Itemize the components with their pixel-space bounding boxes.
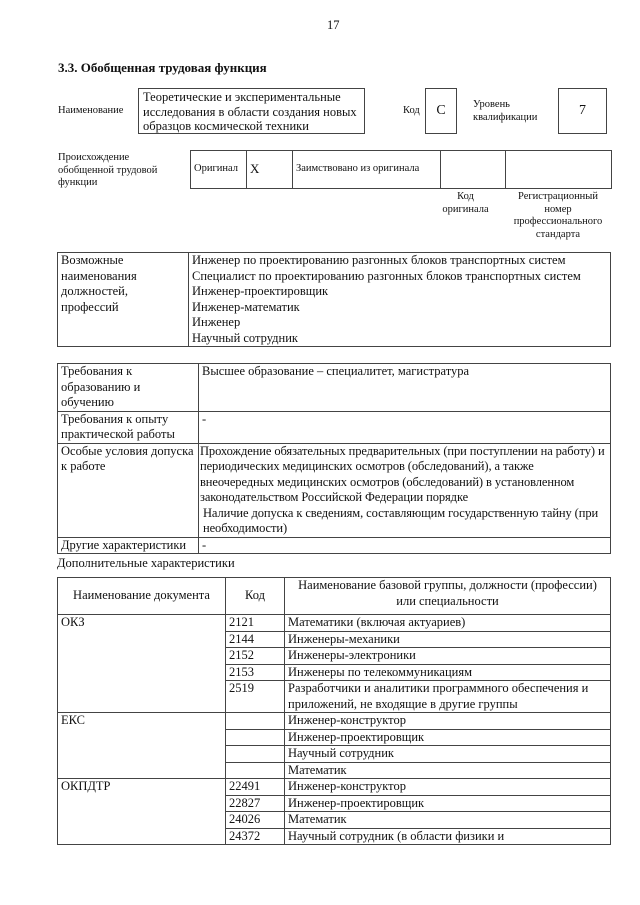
doc-name: ОКПДТР xyxy=(58,779,226,845)
code-cell: 2152 xyxy=(226,648,285,665)
position-item: Инженер xyxy=(192,315,241,329)
code-cell: 22827 xyxy=(226,795,285,812)
code-caption-line: оригинала xyxy=(442,203,489,215)
group-name-cell: Инженеры-механики xyxy=(285,631,611,648)
origin-label-line: функции xyxy=(58,177,98,188)
positions-label xyxy=(58,253,189,347)
position-item: Инженер по проектированию разгонных блоков транспортных систем xyxy=(192,253,566,267)
reg-caption-line: стандарта xyxy=(535,228,581,240)
reg-caption-line: номер xyxy=(544,203,572,215)
code-cell: 22491 xyxy=(226,779,285,796)
code-cell: 24372 xyxy=(226,828,285,845)
reg-number-cell xyxy=(506,151,612,189)
reg-caption-line: профессионального xyxy=(513,216,603,227)
positions-label-line: Возможные xyxy=(61,253,124,267)
req-value: Высшее образование – специалитет, магистратура xyxy=(199,364,611,412)
req-value: - xyxy=(199,411,611,443)
req-label: Особые условия допуска к работе xyxy=(58,443,199,537)
origin-label-line: Происхождение xyxy=(58,152,130,163)
header-code: Код xyxy=(226,578,285,615)
requirements-table xyxy=(57,363,611,554)
position-item: Научный сотрудник xyxy=(192,330,298,345)
level-label-line: Уровень xyxy=(473,99,510,110)
origin-table xyxy=(190,150,612,189)
position-item: Инженер-математик xyxy=(192,299,300,314)
function-name-line: образцов космической техники xyxy=(143,119,309,133)
req-value: - xyxy=(199,537,611,554)
positions-label-line: наименования xyxy=(61,268,137,283)
code-cell xyxy=(226,762,285,779)
reg-caption xyxy=(505,191,611,241)
code-cell xyxy=(226,729,285,746)
position-item: Специалист по проектированию разгонных блоков транспортных систем xyxy=(192,268,581,283)
req-value-text: Прохождение обязательных предварительных (при поступлении на работу) и периодических медицинских осмотров (обследований), а также внеочередных медицинских осмотров (обследований) в установленном законодательством Российской Федерации порядке xyxy=(200,443,605,504)
extra-title: Дополнительные характеристики xyxy=(57,556,235,570)
name-label: Наименование xyxy=(58,105,124,116)
code-cell: 2153 xyxy=(226,664,285,681)
group-name-cell: Математик xyxy=(285,762,611,779)
group-name-cell: Математики (включая актуариев) xyxy=(285,615,611,632)
original-mark: X xyxy=(247,151,293,189)
table-row xyxy=(58,615,611,632)
header-group: Наименование базовой группы, должности (профессии) или специальности xyxy=(285,578,611,615)
borrowed-label: Заимствовано из оригинала xyxy=(293,151,441,189)
positions-label-line: профессий xyxy=(61,299,119,314)
positions-label-line: должностей, xyxy=(61,284,128,298)
code-value: C xyxy=(425,88,457,134)
code-cell: 2519 xyxy=(226,681,285,713)
req-label: Требования к образованию и обучению xyxy=(58,364,199,412)
original-code-cell xyxy=(441,151,506,189)
code-cell: 2144 xyxy=(226,631,285,648)
positions-list xyxy=(189,253,611,347)
level-label-line: квалификации xyxy=(473,111,538,123)
group-name-cell: Инженеры-электроники xyxy=(285,648,611,665)
group-name-cell: Математик xyxy=(285,812,611,829)
code-cell xyxy=(226,746,285,763)
table-row xyxy=(58,713,611,730)
req-label: Другие характеристики xyxy=(58,537,199,554)
origin-label-line: обобщенной трудовой xyxy=(58,164,158,176)
group-name-cell: Инженер-проектировщик xyxy=(285,795,611,812)
original-label: Оригинал xyxy=(191,151,247,189)
function-name-box xyxy=(138,88,365,134)
table-row xyxy=(58,779,611,796)
group-name-cell: Инженер-конструктор xyxy=(285,779,611,796)
doc-name: ОКЗ xyxy=(58,615,226,713)
doc-name: ЕКС xyxy=(58,713,226,779)
position-item: Инженер-проектировщик xyxy=(192,284,329,298)
page-number: 17 xyxy=(327,18,340,32)
group-name-cell: Инженер-конструктор xyxy=(285,713,611,730)
function-name-line: исследования в области создания новых xyxy=(143,104,357,119)
positions-table xyxy=(57,252,611,347)
code-cell: 24026 xyxy=(226,812,285,829)
group-name-cell: Научный сотрудник xyxy=(285,746,611,763)
group-name-cell: Научный сотрудник (в области физики и xyxy=(285,828,611,845)
extra-table xyxy=(57,577,611,845)
reg-caption-line: Регистрационный xyxy=(518,191,598,202)
group-name-cell: Инженер-проектировщик xyxy=(285,729,611,746)
req-value-text: Наличие допуска к сведениям, составляющим государственную тайну (при необходимости) xyxy=(203,505,599,535)
req-value xyxy=(199,443,611,537)
code-cell: 2121 xyxy=(226,615,285,632)
req-label: Требования к опыту практической работы xyxy=(58,411,199,443)
level-value: 7 xyxy=(558,88,607,134)
header-doc: Наименование документа xyxy=(58,578,226,615)
section-heading: 3.3. Обобщенная трудовая функция xyxy=(58,60,267,75)
group-name-cell: Разработчики и аналитики программного обеспечения и приложений, не входящие в другие группы xyxy=(285,681,611,713)
function-name-line: Теоретические и экспериментальные xyxy=(143,90,341,104)
code-cell xyxy=(226,713,285,730)
code-caption-line: Код xyxy=(457,191,474,202)
code-label: Код xyxy=(403,105,420,116)
level-label xyxy=(473,99,537,124)
origin-label xyxy=(58,152,157,190)
group-name-cell: Инженеры по телекоммуникациям xyxy=(285,664,611,681)
code-caption xyxy=(433,191,498,216)
